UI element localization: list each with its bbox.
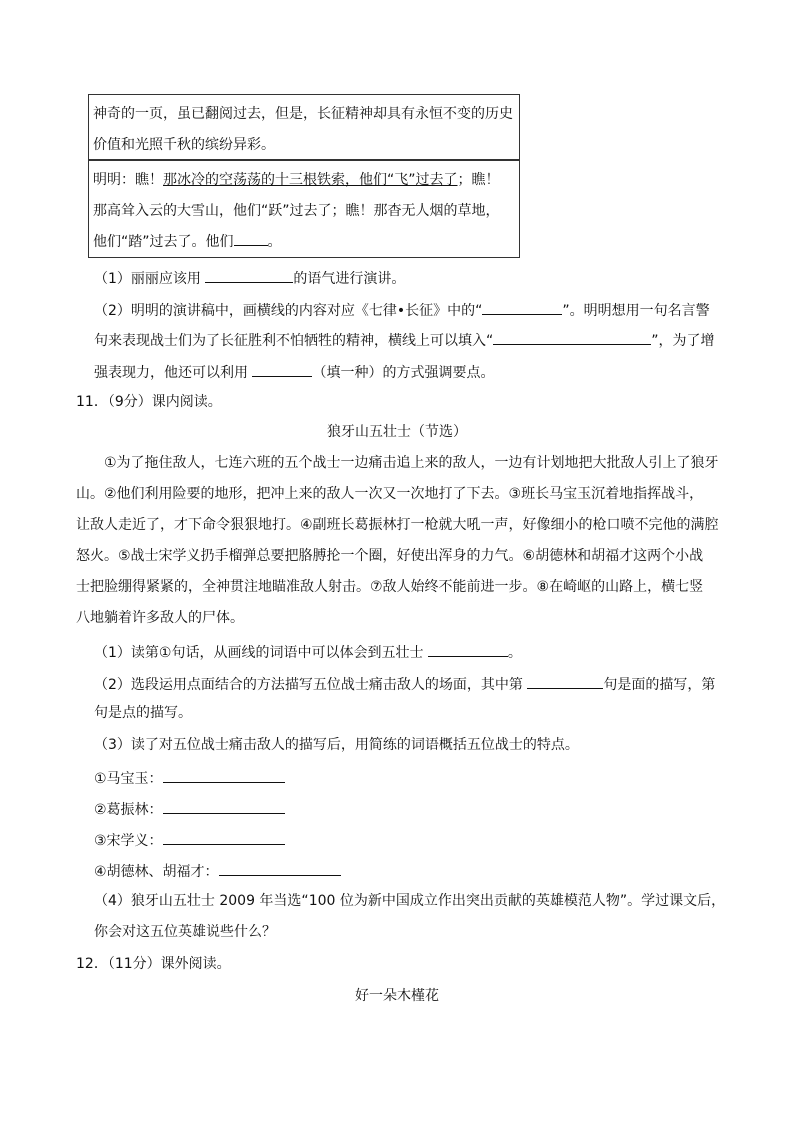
q11-sub3: （3）读了对五位战士痛击敌人的描写后，用简练的词语概括五位战士的特点。 — [94, 737, 579, 753]
box-line-5-text: 他们“踏”过去了。他们 — [93, 234, 234, 250]
answer-blank[interactable] — [234, 229, 268, 246]
hero-label: ②葛振林： — [94, 802, 163, 818]
box-line-5 — [93, 227, 515, 258]
q11-sub2-line2: 句是点的描写。 — [94, 705, 192, 721]
q10-sub2-line3 — [94, 360, 494, 380]
box-line-4: 那高耸入云的大雪山，他们“跃”过去了；瞧！那杳无人烟的草地， — [93, 203, 500, 219]
q11-header: 11．（9分）课内阅读。 — [76, 394, 222, 410]
q11-sub2-line1 — [94, 672, 715, 692]
q10-sub2-text: （2）明明的演讲稿中，画横线的内容对应《七律•长征》中的“ — [94, 303, 483, 319]
box-line-3-tail: ；瞧！ — [457, 172, 500, 188]
underlined-text: 那冰冷的空荡荡的十三根铁索，他们“飞”过去了 — [163, 172, 458, 188]
q11-para-line: 八地躺着许多敌人的尸体。 — [76, 610, 244, 626]
q10-sub2-text2: 句来表现战士们为了长征胜利不怕牺牲的精神，横线上可以填入“ — [94, 333, 494, 349]
speech-box-top — [88, 94, 520, 160]
box-line-5-end: 。 — [267, 234, 282, 250]
speaker-label: 明明：瞧！ — [93, 172, 163, 188]
q11-sub4-line2: 你会对这五位英雄说些什么？ — [94, 924, 276, 940]
box-line-1: 神奇的一页，虽已翻阅过去，但是，长征精神却具有永恒不变的历史 — [93, 106, 513, 122]
q11-title: 狼牙山五壮士（节选） — [327, 424, 467, 440]
box-line-2: 价值和光照千秋的缤纷异彩。 — [93, 137, 275, 153]
answer-blank[interactable] — [428, 640, 508, 657]
hero-label: ①马宝玉： — [94, 771, 163, 787]
q11-sub2-text: （2）选段运用点面结合的方法描写五位战士痛击敌人的场面，其中第 — [94, 677, 528, 693]
q11-sub1 — [94, 640, 522, 660]
q11-para-line: 怒火。⑤战士宋学义扔手榴弹总要把胳膊抡一个圈，好使出浑身的力气。⑥胡德林和胡福才这两个小战 — [76, 548, 704, 564]
q10-sub2-text3: 强表现力，他还可以利用 — [94, 365, 253, 381]
answer-blank[interactable] — [163, 828, 285, 845]
q11-sub2-tail: 句是面的描写，第 — [603, 677, 716, 693]
q11-para-line: 山。②他们利用险要的地形，把冲上来的敌人一次又一次地打了下去。③班长马宝玉沉着地指挥战斗， — [76, 486, 704, 502]
hero-label: ④胡德林、胡福才： — [94, 864, 219, 880]
q10-sub2-line1 — [94, 298, 710, 318]
q11-para-line: 让敌人走近了，才下命令狠狠地打。④副班长葛振林打一枪就大吼一声，好像细小的枪口喷不完他的满腔 — [76, 517, 719, 533]
answer-blank[interactable] — [163, 766, 285, 783]
answer-blank[interactable] — [252, 360, 312, 377]
q10-sub2-line2 — [94, 328, 715, 348]
q11-para-line: ①为了拖住敌人，七连六班的五个战士一边痛击追上来的敌人，一边有计划地把大批敌人引上了狼牙 — [104, 455, 719, 471]
q10-sub2-tail2: ”，为了增 — [651, 333, 715, 349]
answer-blank[interactable] — [205, 266, 293, 283]
q12-title: 好一朵木槿花 — [355, 988, 439, 1004]
answer-blank[interactable] — [482, 298, 562, 315]
q10-sub2-tail3: （填一种）的方式强调要点。 — [312, 365, 495, 381]
q10-sub1 — [94, 266, 405, 286]
q10-sub1-tail: 的语气进行演讲。 — [293, 271, 406, 287]
answer-blank[interactable] — [493, 328, 651, 345]
hero-label: ③宋学义： — [94, 833, 163, 849]
answer-blank[interactable] — [219, 859, 341, 876]
q11-sub1-tail: 。 — [507, 645, 522, 661]
answer-blank[interactable] — [527, 672, 603, 689]
answer-blank[interactable] — [163, 797, 285, 814]
hero-item-hu — [94, 859, 341, 879]
hero-item-song — [94, 828, 285, 848]
q11-sub1-text: （1）读第①句话，从画线的词语中可以体会到五壮士 — [94, 645, 428, 661]
q10-sub2-tail: ”。明明想用一句名言警 — [562, 303, 710, 319]
q12-header: 12．（11分）课外阅读。 — [76, 956, 231, 972]
q10-sub1-text: （1）丽丽应该用 — [94, 271, 206, 287]
hero-item-ge — [94, 797, 285, 817]
hero-item-ma — [94, 766, 285, 786]
q11-para-line: 士把脸绷得紧紧的，全神贯注地瞄准敌人射击。⑦敌人始终不能前进一步。⑧在崎岖的山路上，横七竖 — [76, 579, 704, 595]
q11-sub4-line1: （4）狼牙山五壮士 2009 年当选“100 位为新中国成立作出突出贡献的英雄模范人物”。学过课文后， — [94, 893, 726, 909]
speech-box-mingming — [88, 160, 520, 258]
box-line-3 — [93, 165, 515, 196]
